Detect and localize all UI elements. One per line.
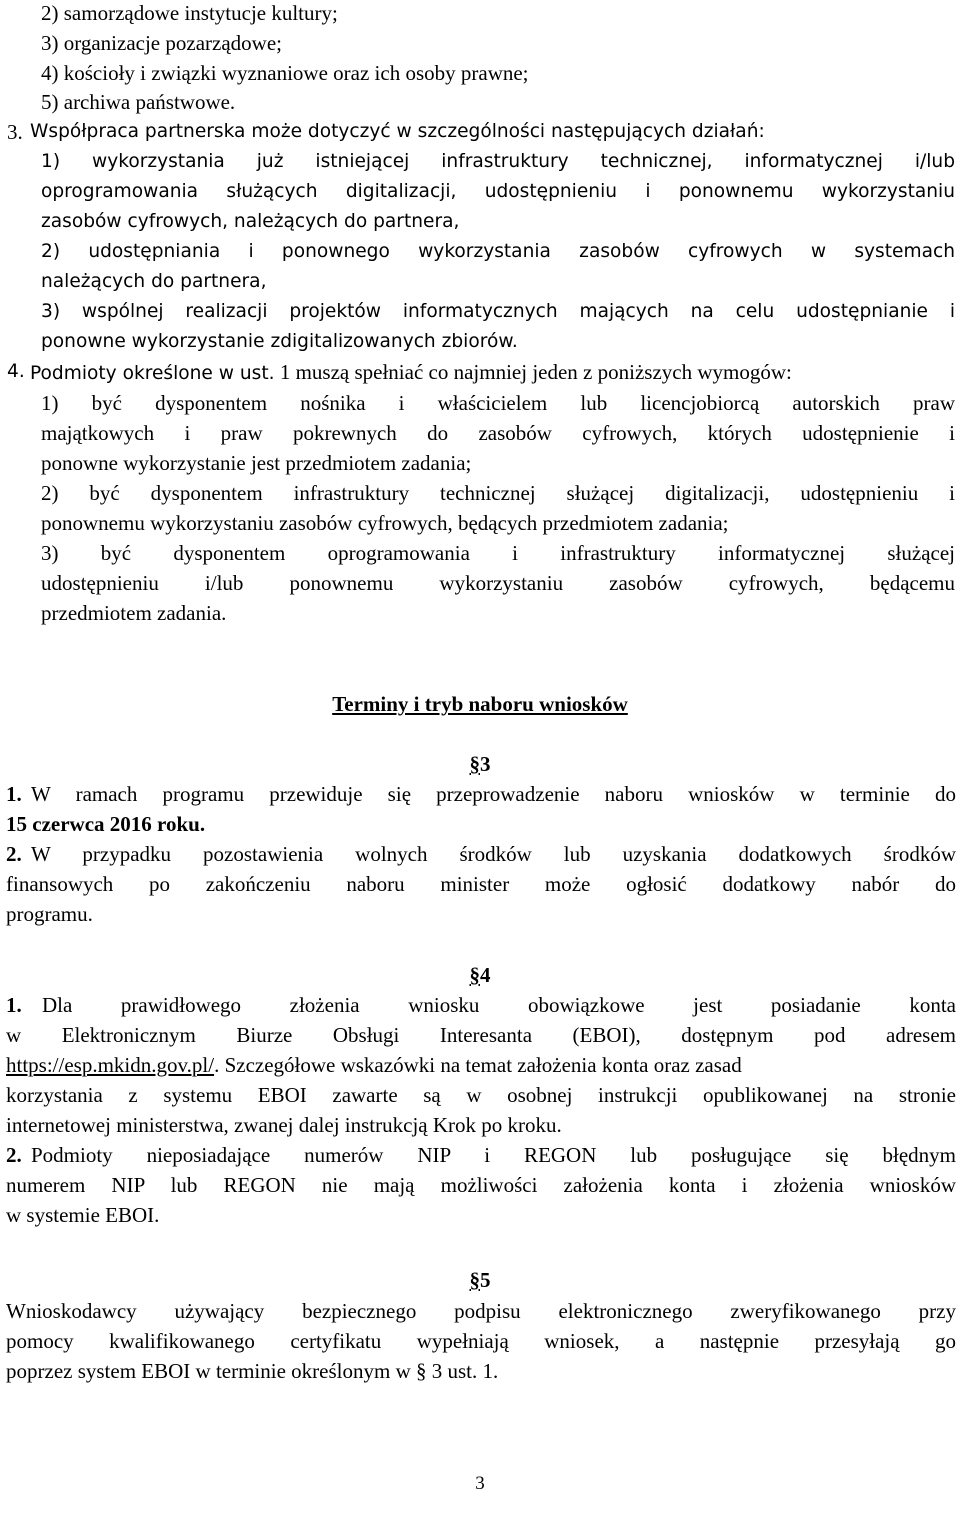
- list-item: 2) samorządowe instytucje kultury;: [41, 1, 338, 25]
- paragraph-line: majątkowych i praw pokrewnych do zasobów cyfrowych, których udostępnienie i: [41, 421, 955, 445]
- paragraph-line: programu.: [6, 902, 93, 926]
- paragraph-line: Współpraca partnerska może dotyczyć w szczególności następujących działań:: [30, 121, 765, 142]
- paragraph-line: ponownemu wykorzystaniu zasobów cyfrowych, będących przedmiotem zadania;: [41, 511, 729, 535]
- list-item: 5) archiwa państwowe.: [41, 90, 236, 114]
- paragraph-line: finansowych po zakończeniu naboru minister może ogłosić dodatkowy nabór do: [6, 872, 956, 896]
- eboi-link[interactable]: https://esp.mkidn.gov.pl/: [6, 1053, 215, 1077]
- paragraph-line-part: Podmioty określone w ust.: [30, 363, 275, 384]
- paragraph-line: udostępnieniu i/lub ponownemu wykorzystaniu zasobów cyfrowych, będącemu: [41, 571, 955, 595]
- paragraph-line: Dla prawidłowego złożenia wniosku obowiązkowe jest posiadanie konta: [42, 993, 956, 1017]
- list-item: 4) kościoły i związki wyznaniowe oraz ich osoby prawne;: [41, 61, 529, 85]
- paragraph-line: 2) udostępniania i ponownego wykorzystania zasobów cyfrowych w systemach: [41, 241, 955, 262]
- paragraph-number: 4.: [7, 361, 25, 382]
- paragraph-heading: [0, 1266, 960, 1294]
- paragraph-line: [6, 1051, 956, 1079]
- paragraph-line: ponowne wykorzystanie zdigitalizowanych zbiorów.: [41, 331, 518, 352]
- paragraph-line: 3) wspólnej realizacji projektów informatycznych mających na celu udostępnianie i: [41, 301, 955, 322]
- paragraph-line: korzystania z systemu EBOI zawarte są w osobnej instrukcji opublikowanej na stronie: [6, 1083, 956, 1107]
- paragraph-line: przedmiotem zadania.: [41, 601, 227, 625]
- paragraph-number: 2.: [6, 1143, 22, 1167]
- paragraph-line: Wnioskodawcy używający bezpiecznego podpisu elektronicznego zweryfikowanego przy: [6, 1299, 956, 1323]
- paragraph-line: pomocy kwalifikowanego certyfikatu wypełniają wniosek, a następnie przesyłają go: [6, 1329, 956, 1353]
- paragraph-line: W przypadku pozostawienia wolnych środków lub uzyskania dodatkowych środków: [31, 842, 956, 866]
- paragraph-heading-number: 5: [480, 1268, 491, 1292]
- paragraph-heading-number: 4: [480, 963, 491, 987]
- paragraph-line: w systemie EBOI.: [6, 1203, 160, 1227]
- list-item: 3) organizacje pozarządowe;: [41, 31, 282, 55]
- paragraph-line: 1) być dysponentem nośnika i właścicielem lub licencjobiorcą autorskich praw: [41, 391, 955, 415]
- paragraph-line: internetowej ministerstwa, zwanej dalej instrukcją Krok po kroku.: [6, 1113, 562, 1137]
- section-sign: §: [469, 963, 480, 987]
- section-sign: §: [469, 1268, 480, 1292]
- paragraph-line: poprzez system EBOI w terminie określonym w § 3 ust. 1.: [6, 1359, 499, 1383]
- paragraph-number: 2.: [6, 842, 22, 866]
- paragraph-line: [30, 358, 792, 386]
- paragraph-line: numerem NIP lub REGON nie mają możliwości założenia konta i złożenia wniosków: [6, 1173, 956, 1197]
- paragraph-line: należących do partnera,: [41, 271, 267, 292]
- paragraph-line: Podmioty nieposiadające numerów NIP i REGON lub posługujące się błędnym: [31, 1143, 956, 1167]
- paragraph-line: w Elektronicznym Biurze Obsługi Interesanta (EBOI), dostępnym pod adresem: [6, 1023, 956, 1047]
- paragraph-line: oprogramowania służących digitalizacji, udostępnieniu i ponownemu wykorzystaniu: [41, 181, 955, 202]
- section-sign: §: [469, 752, 480, 776]
- paragraph-line-part: 1 muszą spełniać co najmniej jeden z poniższych wymogów:: [274, 360, 792, 384]
- paragraph-line-part: . Szczegółowe wskazówki na temat założenia konta oraz zasad: [214, 1053, 742, 1077]
- page-number: 3: [475, 1473, 485, 1494]
- paragraph-heading-number: 3: [480, 752, 491, 776]
- paragraph-number: 1.: [6, 993, 22, 1017]
- paragraph-line: 15 czerwca 2016 roku.: [6, 812, 206, 836]
- paragraph-line: zasobów cyfrowych, należących do partnera,: [41, 211, 460, 232]
- paragraph-number: 3.: [7, 120, 23, 144]
- section-heading: Terminy i tryb naboru wniosków: [332, 692, 628, 716]
- paragraph-line: 1) wykorzystania już istniejącej infrastruktury technicznej, informatycznej i/lub: [41, 151, 955, 172]
- paragraph-line: ponowne wykorzystanie jest przedmiotem zadania;: [41, 451, 472, 475]
- paragraph-line: W ramach programu przewiduje się przeprowadzenie naboru wniosków w terminie do: [31, 782, 956, 806]
- paragraph-line: 2) być dysponentem infrastruktury technicznej służącej digitalizacji, udostępnieniu i: [41, 481, 955, 505]
- paragraph-heading: [0, 961, 960, 989]
- paragraph-line: 3) być dysponentem oprogramowania i infrastruktury informatycznej służącej: [41, 541, 955, 565]
- paragraph-heading: [0, 750, 960, 778]
- paragraph-number: 1.: [6, 782, 22, 806]
